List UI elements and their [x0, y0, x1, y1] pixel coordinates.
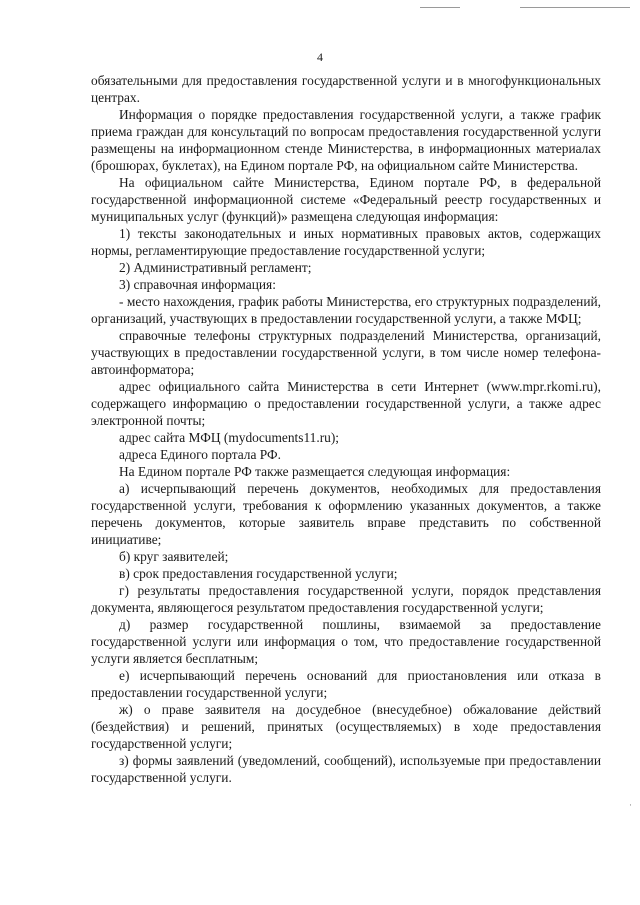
- paragraph: На Едином портале РФ также размещается следующая информация:: [119, 464, 511, 479]
- scan-artifact-line: [520, 7, 630, 8]
- paragraph: адреса Единого портала РФ.: [119, 447, 281, 462]
- paragraph: б) круг заявителей;: [119, 549, 229, 564]
- paragraph: обязательными для предоставления государственной услуги и в многофункциональных центрах.: [91, 73, 601, 105]
- paragraph: 1) тексты законодательных и иных нормативных правовых актов, содержащих нормы, регламентирующие предоставление государственной услуги;: [91, 226, 601, 258]
- paragraph: На официальном сайте Министерства, Едином портале РФ, в федеральной государственной информационной системе «Федеральный реестр государственных и муниципальных услуг (функций)» размещена следующая информация:: [91, 175, 601, 224]
- paragraph: г) результаты предоставления государственной услуги, порядок представления документа, являющегося результатом предоставления государственной услуги;: [91, 583, 601, 615]
- paragraph: з) формы заявлений (уведомлений, сообщений), используемые при предоставлении государственной услуги.: [91, 753, 601, 785]
- paragraph: Информация о порядке предоставления государственной услуги, а также график приема граждан для консультаций по вопросам предоставления государственной услуги размещены на информационном стенде Министерства, в информационных материалах (брошюрах, буклетах), на Едином портале РФ, на официальном сайте Министерства.: [91, 107, 601, 173]
- page-number: 4: [317, 50, 323, 64]
- paragraph: в) срок предоставления государственной услуги;: [119, 566, 398, 581]
- paragraph: - место нахождения, график работы Министерства, его структурных подразделений, организаций, участвующих в предоставлении государственной услуги, а также МФЦ;: [91, 294, 601, 326]
- scan-artifact-dot: ·: [629, 800, 632, 810]
- paragraph: 2) Административный регламент;: [119, 260, 312, 275]
- document-body: [91, 72, 601, 786]
- paragraph: адрес сайта МФЦ (mydocuments11.ru);: [119, 430, 340, 445]
- paragraph: 3) справочная информация:: [119, 277, 276, 292]
- paragraph: д) размер государственной пошлины, взимаемой за предоставление государственной услуги или информация о том, что предоставление государственной услуги является бесплатным;: [91, 617, 601, 666]
- paragraph: а) исчерпывающий перечень документов, необходимых для предоставления государственной услуги, требования к оформлению указанных документов, а также перечень документов, которые заявитель вправе представить по собственной инициативе;: [91, 481, 601, 547]
- paragraph: ж) о праве заявителя на досудебное (внесудебное) обжалование действий (бездействия) и решений, принятых (осуществляемых) в ходе предоставления государственной услуги;: [91, 702, 601, 751]
- paragraph: справочные телефоны структурных подразделений Министерства, организаций, участвующих в предоставлении государственной услуги, в том числе номер телефона-автоинформатора;: [91, 328, 601, 377]
- paragraph: адрес официального сайта Министерства в сети Интернет (www.mpr.rkomi.ru), содержащего информацию о предоставлении государственной услуги, а также адрес электронной почты;: [91, 379, 601, 428]
- scan-artifact-line: [420, 7, 460, 8]
- paragraph: е) исчерпывающий перечень оснований для приостановления или отказа в предоставлении государственной услуги;: [91, 668, 601, 700]
